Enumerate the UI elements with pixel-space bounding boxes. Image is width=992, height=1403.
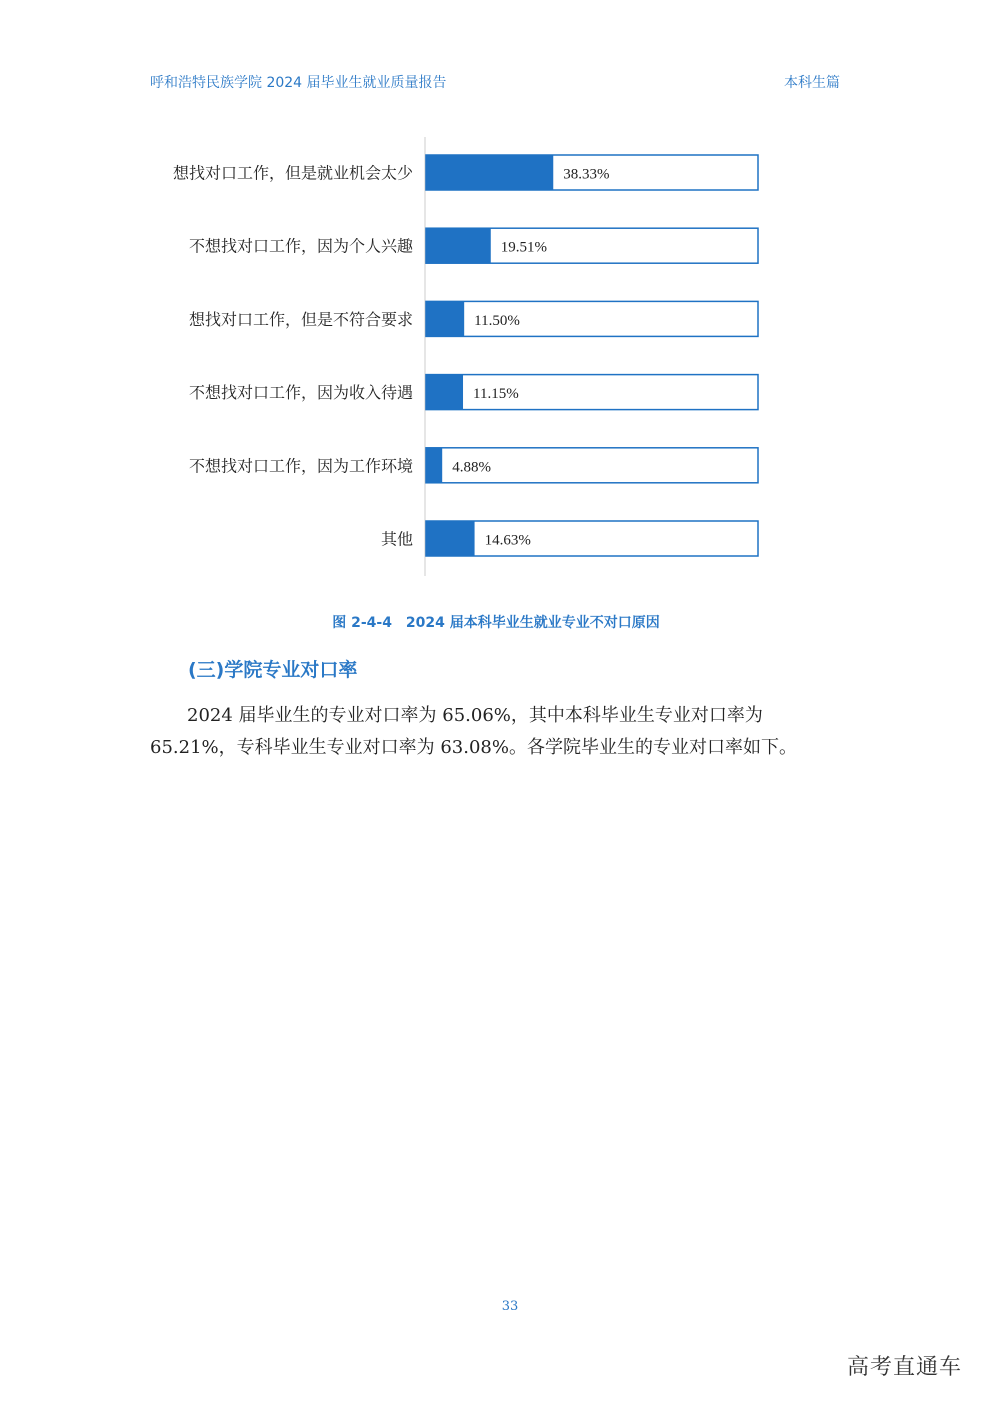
bar — [426, 228, 491, 263]
value-label: 11.50% — [474, 312, 520, 329]
bar — [426, 375, 463, 410]
page-number: 33 — [501, 1299, 519, 1314]
category-label: 不想找对口工作，因为个人兴趣 — [188, 236, 413, 256]
body-paragraph: 2024 届毕业生的专业对口率为 65.06%，其中本科毕业生专业对口率为 65.21%，专科毕业生专业对口率为 63.08%。各学院毕业生的专业对口率如下。 — [150, 705, 797, 758]
value-label: 11.15% — [473, 386, 519, 403]
bar — [426, 155, 553, 190]
header-section: 本科生篇 — [784, 75, 840, 91]
value-label: 4.88% — [452, 459, 491, 476]
section-heading: (三)学院专业对口率 — [188, 659, 358, 681]
watermark-text: 高考直通车 — [846, 1355, 962, 1380]
value-label: 38.33% — [563, 166, 610, 183]
bar — [426, 448, 442, 483]
bar — [426, 301, 464, 336]
value-label: 19.51% — [500, 239, 548, 256]
category-label: 想找对口工作，但是不符合要求 — [188, 309, 413, 329]
header-title: 呼和浩特民族学院 2024 届毕业生就业质量报告 — [150, 75, 447, 91]
category-label: 想找对口工作，但是就业机会太少 — [172, 163, 413, 183]
category-label: 不想找对口工作，因为工作环境 — [188, 456, 413, 476]
bar-chart — [0, 0, 992, 600]
value-label: 14.63% — [484, 532, 531, 549]
figure-caption: 图 2-4-4 2024 届本科毕业生就业专业不对口原因 — [332, 615, 660, 631]
bar — [426, 521, 475, 556]
category-label: 其他 — [380, 529, 413, 549]
bar-track — [426, 521, 758, 556]
category-label: 不想找对口工作，因为收入待遇 — [188, 383, 413, 403]
